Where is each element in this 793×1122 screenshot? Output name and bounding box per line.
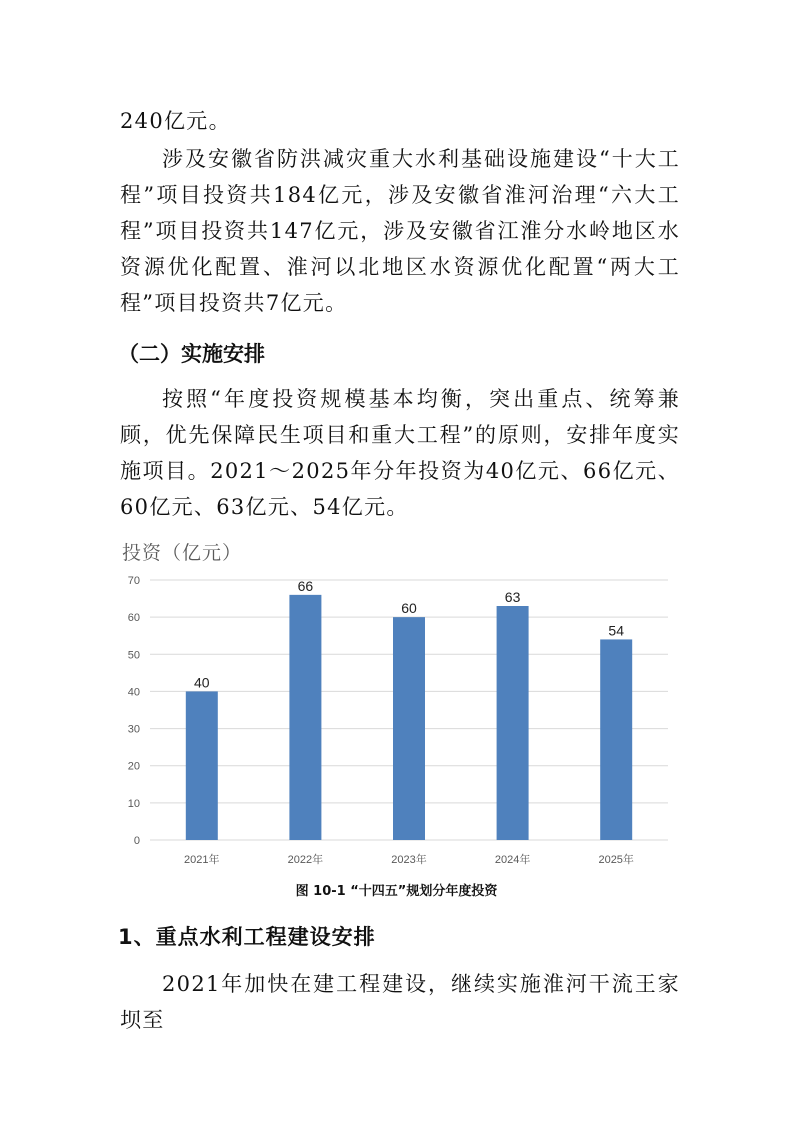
bar [600,639,632,840]
section-heading-implementation: （二）实施安排 [118,342,265,366]
bar [186,691,218,840]
y-tick-label: 0 [133,835,140,847]
bar [393,617,425,840]
data-label: 63 [504,589,521,605]
paragraph-continuation: 240亿元。 [120,109,231,133]
y-tick-label: 40 [127,686,140,699]
bar [289,595,321,840]
bar [497,606,529,840]
y-tick-label: 60 [127,612,140,625]
x-tick-label: 2022年 [287,854,324,866]
y-tick-label: 20 [127,760,140,773]
paragraph-2021-plan: 2021年加快在建工程建设，继续实施淮河干流王家坝至 [120,972,680,1032]
y-tick-label: 10 [127,797,140,810]
chart-title: 投资（亿元） [122,542,243,564]
figure-caption: 图 10-1 “十四五”规划分年度投资 [295,884,498,899]
x-tick-label: 2023年 [391,854,427,866]
y-tick-label: 30 [127,723,140,736]
paragraph-annual-plan: 按照“年度投资规模基本均衡，突出重点、统筹兼顾，优先保障民生项目和重大工程”的原则，安排年度实施项目。2021～2025年分年投资为40亿元、66亿元、60亿元、63亿元、54亿元。 [120,387,680,519]
data-label: 66 [297,577,314,594]
y-tick-label: 70 [127,575,140,587]
x-tick-label: 2021年 [184,854,220,866]
investment-bar-chart [0,560,793,875]
x-tick-label: 2024年 [494,854,531,866]
data-label: 60 [401,600,417,617]
paragraph-project-investment: 涉及安徽省防洪减灾重大水利基础设施建设“十大工程”项目投资共184亿元，涉及安徽省淮河治理“六大工程”项目投资共147亿元，涉及安徽省江淮分水岭地区水资源优化配置、淮河以北地区水资源优化配置“两大工程”项目投资共7亿元。 [120,147,680,315]
data-label: 40 [194,674,210,691]
subsection-heading-key-projects: 1、重点水利工程建设安排 [118,925,376,949]
y-tick-label: 50 [127,649,140,662]
data-label: 54 [608,622,624,639]
x-tick-label: 2025年 [598,854,634,866]
